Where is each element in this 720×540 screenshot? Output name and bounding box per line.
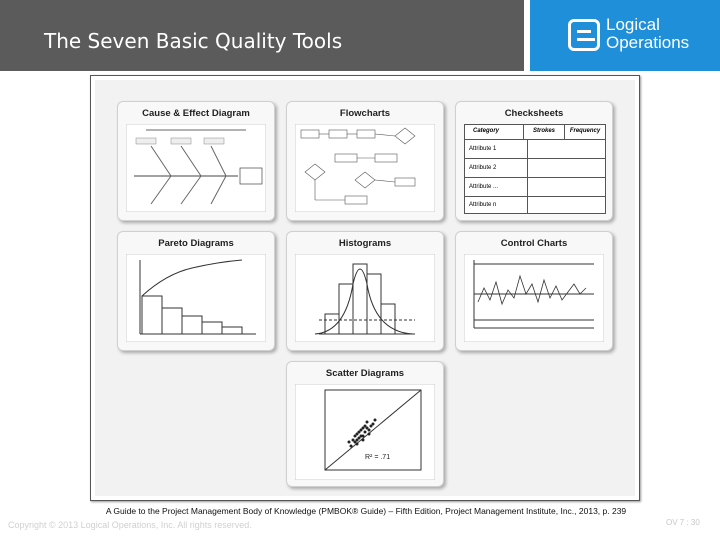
fishbone-diagram-icon	[126, 124, 266, 212]
card-title: Histograms	[338, 238, 392, 249]
card-flowcharts	[286, 101, 444, 221]
citation: A Guide to the Project Management Body of Knowledge (PMBOK® Guide) – Fifth Edition, Project Management Institute, Inc., 2013, p. 239	[105, 506, 627, 516]
logo-icon	[568, 19, 600, 51]
card-title: Cause & Effect Diagram	[142, 108, 250, 119]
card-title: Pareto Diagrams	[158, 238, 234, 249]
copyright: Copyright © 2013 Logical Operations, Inc. All rights reserved.	[8, 520, 252, 530]
checksheet-table	[464, 124, 606, 214]
table-row: Attribute 1	[469, 146, 497, 152]
logo-line2: Operations	[606, 33, 690, 52]
column-header: Category	[473, 128, 500, 134]
title-bar	[0, 0, 524, 71]
scatter-r-squared-label: R² = .71	[365, 454, 391, 461]
card-title: Scatter Diagrams	[325, 368, 405, 379]
scatter-diagram-icon	[295, 384, 435, 480]
table-row: Attribute 2	[469, 165, 497, 171]
table-row: Attribute ...	[469, 184, 499, 190]
table-row: Attribute n	[469, 202, 497, 208]
flowchart-icon	[295, 124, 435, 212]
card-title: Control Charts	[500, 238, 568, 249]
column-header: Frequency	[564, 125, 605, 139]
header	[0, 0, 720, 71]
histogram-icon	[295, 254, 435, 342]
card-histograms	[286, 231, 444, 351]
card-cause-effect	[117, 101, 275, 221]
card-title: Checksheets	[504, 108, 564, 119]
pareto-chart-icon	[126, 254, 266, 342]
quality-tools-figure	[90, 75, 640, 501]
control-chart-icon	[464, 254, 604, 342]
page-number: OV 7 : 30	[666, 518, 700, 527]
card-pareto	[117, 231, 275, 351]
column-header: Strokes	[523, 125, 564, 139]
slide-title: The Seven Basic Quality Tools	[44, 29, 343, 53]
card-control-charts	[455, 231, 613, 351]
logo-text	[606, 16, 689, 52]
card-scatter	[286, 361, 444, 487]
card-checksheets	[455, 101, 613, 221]
logo	[530, 0, 720, 71]
card-title: Flowcharts	[339, 108, 391, 119]
logo-line1: Logical	[606, 15, 660, 34]
